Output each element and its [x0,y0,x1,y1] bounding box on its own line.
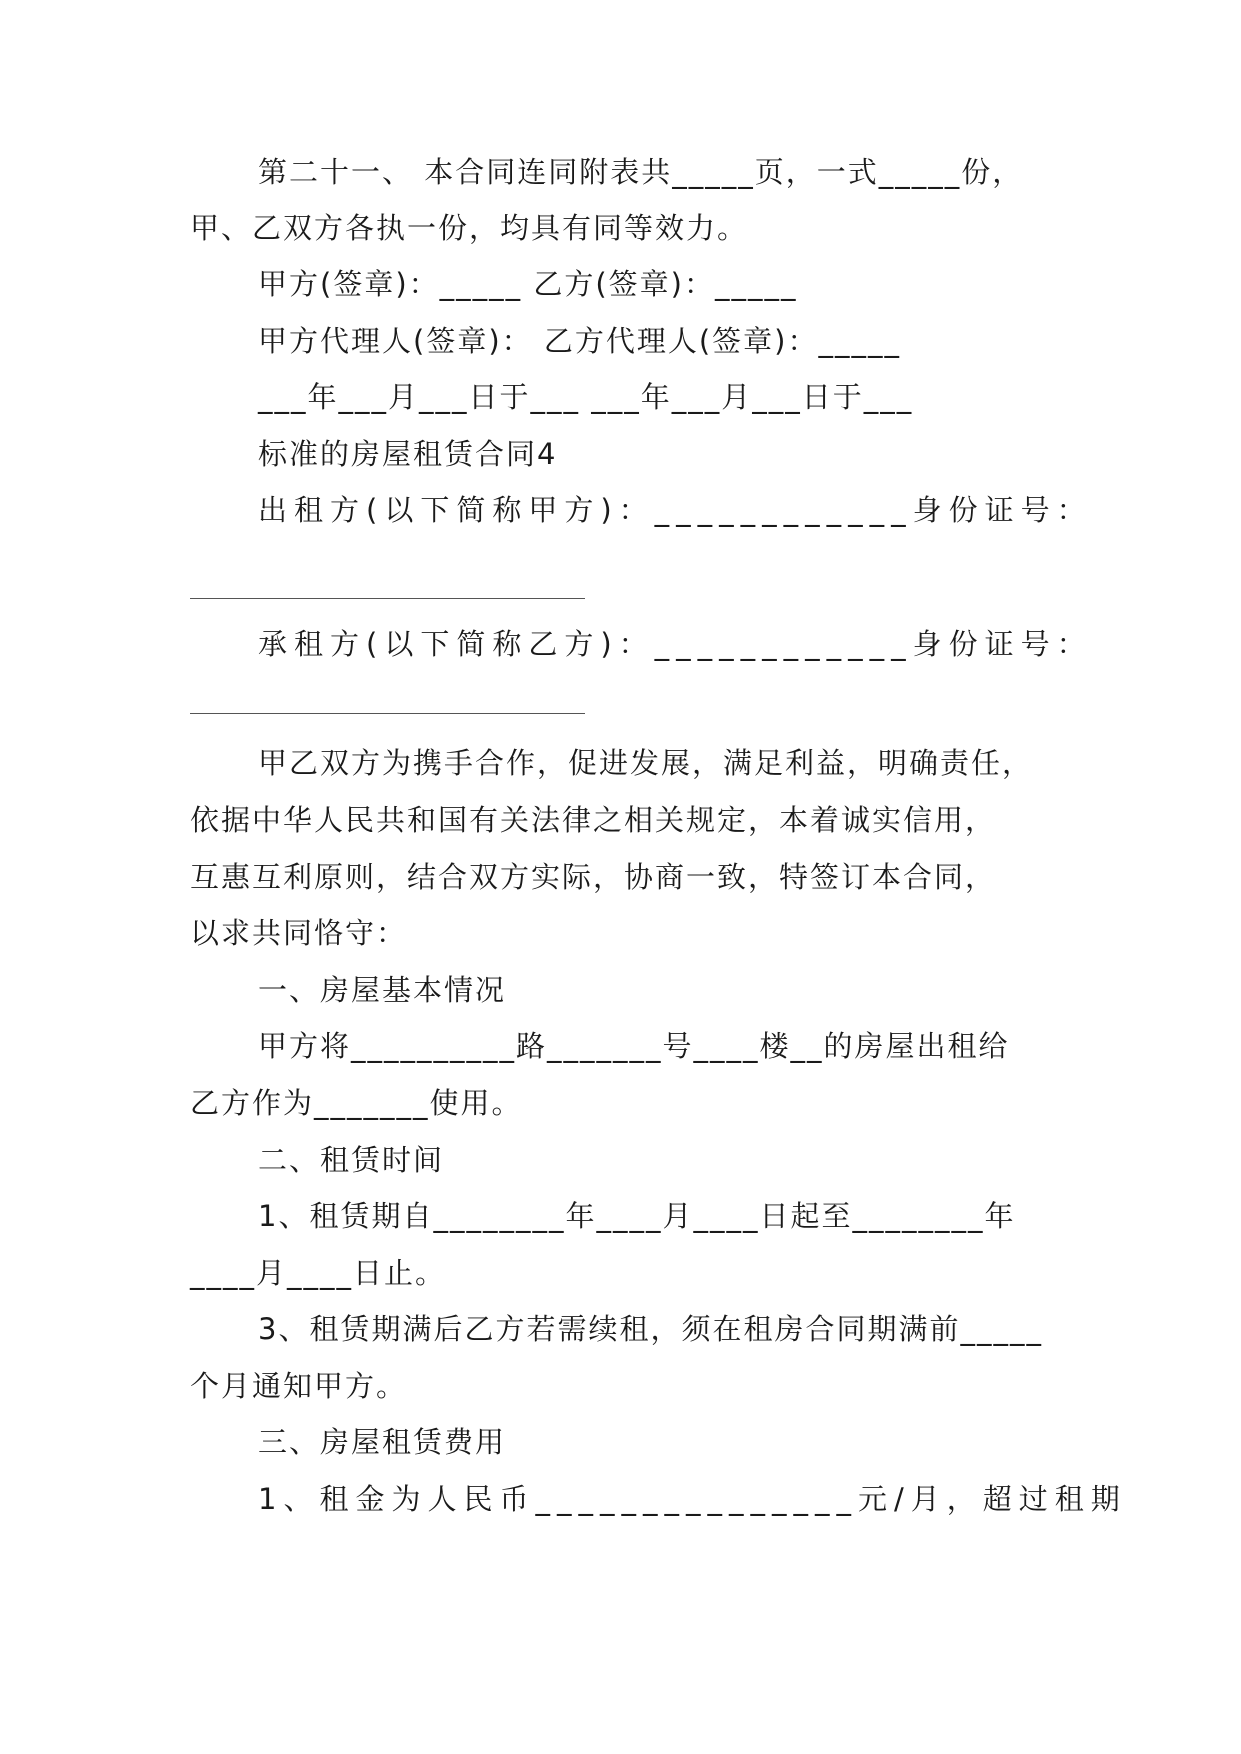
lessee-id-blank [190,713,585,714]
preamble-line-4: 以求共同恪守： [190,916,408,950]
date-line: ___年___月___日于___ ___年___月___日于___ [258,380,914,414]
renewal-line-1: 3、租赁期满后乙方若需续租，须在租房合同期满前_____ [258,1312,1043,1346]
preamble-line-1: 甲乙双方为携手合作，促进发展，满足利益，明确责任， [258,746,1034,780]
clause-21-line-1: 第二十一、 本合同连同附表共_____页，一式_____份， [258,155,1024,189]
preamble-line-3: 互惠互利原则，结合双方实际，协商一致，特签订本合同， [190,860,997,894]
agent-signature-line: 甲方代理人(签章)： 乙方代理人(签章)：_____ [258,324,901,358]
lessor-line: 出租方(以下简称甲方)：____________身份证号： [258,493,1093,527]
section-3-heading: 三、房屋租赁费用 [258,1425,507,1459]
contract-title: 标准的房屋租赁合同4 [258,437,558,471]
section-1-heading: 一、房屋基本情况 [258,973,507,1007]
lessee-line: 承租方(以下简称乙方)：____________身份证号： [258,627,1093,661]
rent-line-1: 1、租金为人民币_______________元/月，超过租期 [258,1482,1127,1516]
lease-term-line-1: 1、租赁期自________年____月____日起至________年 [258,1199,1016,1233]
clause-21-line-2: 甲、乙双方各执一份，均具有同等效力。 [190,211,749,245]
section-2-heading: 二、租赁时间 [258,1143,445,1177]
preamble-line-2: 依据中华人民共和国有关法律之相关规定，本着诚实信用， [190,803,997,837]
lessor-id-blank [190,598,585,599]
lease-term-line-2: ____月____日止。 [190,1256,447,1290]
property-line-2: 乙方作为_______使用。 [190,1086,523,1120]
signature-line: 甲方(签章)：_____ 乙方(签章)：_____ [258,267,798,301]
property-line-1: 甲方将__________路_______号____楼__的房屋出租给 [258,1029,1010,1063]
renewal-line-2: 个月通知甲方。 [190,1369,408,1403]
